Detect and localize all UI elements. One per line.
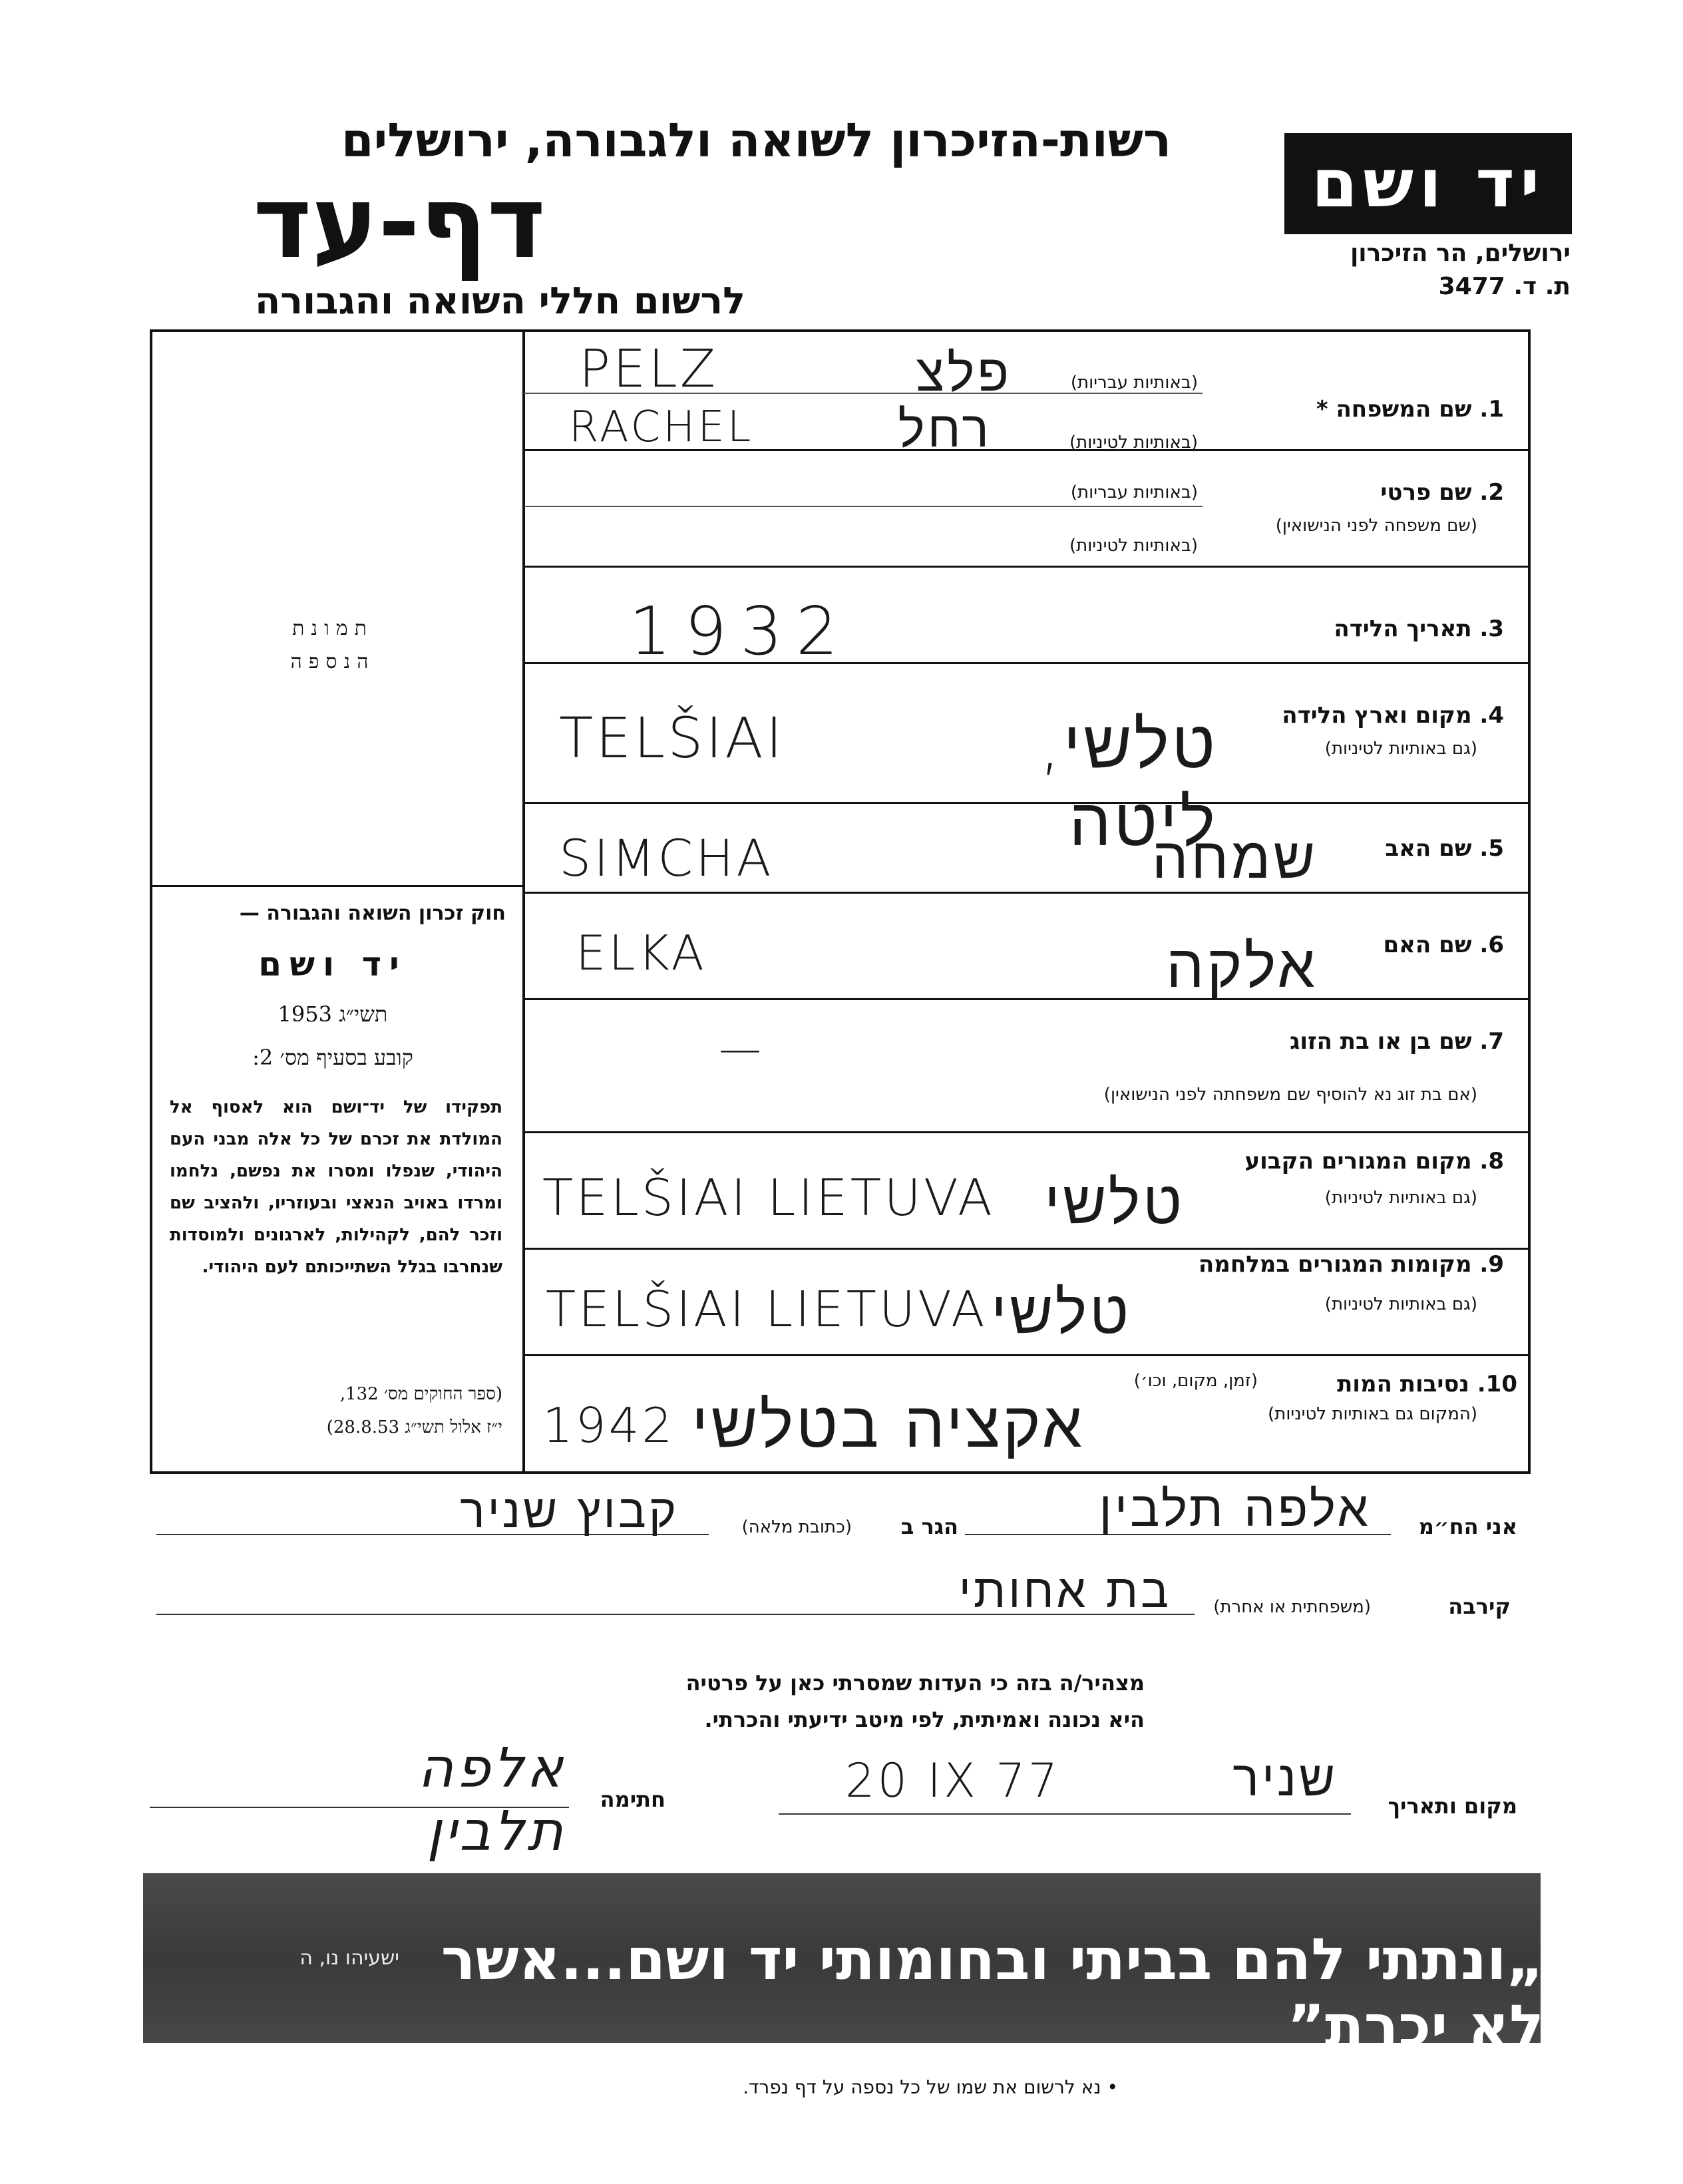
law-year: תשי״ג 1953 <box>278 1001 388 1027</box>
death-circumstances-value[interactable]: אקציה בטלשי <box>691 1387 1085 1462</box>
relation-label: קירבה <box>1448 1594 1511 1619</box>
field-2-sub: (שם משפחה לפני הנישואין) <box>1275 516 1477 536</box>
place-value[interactable]: שניר <box>1232 1750 1338 1807</box>
mother-name-hebrew-value[interactable]: אלקה <box>1166 932 1318 1001</box>
law-reference-1: (ספר החוקים מס׳ 132, <box>339 1384 502 1404</box>
signature-label: חתימה <box>600 1787 665 1812</box>
field-4-label: 4. מקום וארץ הלידה <box>1282 702 1504 729</box>
birthplace-latin-value[interactable]: TELŠIAI <box>559 705 785 771</box>
banner-quote: „ונתתי להם בביתי ובחומותי יד ושם...אשר לא יכרת” <box>441 1926 1544 2060</box>
field-2-label: 2. שם פרטי <box>1380 479 1504 506</box>
field-9-sub: (גם באותיות לטיניות) <box>1324 1294 1477 1314</box>
field-8-label: 8. מקום המגורים הקבוע <box>1244 1148 1504 1175</box>
address-line-2: ת. ד. 3477 <box>1438 273 1571 300</box>
yad-vashem-logo <box>1284 133 1572 234</box>
residence-hebrew-value[interactable]: טלשי <box>1044 1168 1185 1238</box>
field-1-latin-value[interactable]: PELZ <box>579 339 719 399</box>
authority-title: רשות-הזיכרון לשואה ולגבורה, ירושלים <box>341 113 1171 168</box>
row-divider <box>524 566 1531 568</box>
field-3-label: 3. תאריך הלידה <box>1334 616 1504 642</box>
photo-line-2: הנספה <box>290 650 375 673</box>
witness-label: אני הח״מ <box>1418 1514 1517 1539</box>
given-name-latin-value[interactable]: RACHEL <box>569 403 754 452</box>
field-2-latin-hint: (באותיות לטיניות) <box>1069 536 1198 556</box>
photo-line-1: תמונת <box>292 617 373 640</box>
field-10-label-hint: (זמן, מקום, וכו׳) <box>1133 1371 1258 1391</box>
field-6-label: 6. שם האם <box>1383 932 1504 958</box>
row-divider <box>524 892 1531 894</box>
death-year-value[interactable]: 1942 <box>542 1397 675 1453</box>
relation-hint: (משפחתית או אחרת) <box>1213 1597 1371 1617</box>
field-7-label: 7. שם בן או בת הזוג <box>1290 1028 1504 1055</box>
law-name: יד ושם <box>258 945 407 984</box>
sub-divider <box>524 506 1203 507</box>
birthplace-hebrew-value[interactable]: טלשי, ליטה <box>1039 705 1218 861</box>
field-1-hebrew-hint: (באותיות עבריות) <box>1070 373 1198 393</box>
relation-value[interactable]: בת אחותי <box>958 1564 1171 1618</box>
field-9-label: 9. מקומות המגורים במלחמה <box>1198 1251 1504 1278</box>
address-value[interactable]: קבוץ שניר <box>460 1484 679 1539</box>
date-value[interactable]: 20 IX 77 <box>845 1753 1061 1808</box>
address-hint: (כתובת מלאה) <box>741 1517 852 1537</box>
father-name-hebrew-value[interactable]: שמחה <box>1152 825 1318 892</box>
left-column-divider <box>150 885 524 887</box>
witness-name-value[interactable]: אלפה תלבין <box>1099 1481 1371 1538</box>
residence-latin-value[interactable]: TELŠIAI LIETUVA <box>542 1168 995 1227</box>
row-divider <box>524 1131 1531 1133</box>
field-4-sub: (גם באותיות לטיניות) <box>1324 739 1477 759</box>
declaration-line-1: מצהיר/ה בזה כי העדות שמסרתי כאן על פרטיה <box>685 1670 1145 1696</box>
field-1-hebrew-value[interactable]: פלצ <box>916 343 1012 403</box>
place-date-label: מקום ותאריך <box>1388 1793 1517 1819</box>
signature-value[interactable]: אלפה תלבין <box>417 1737 566 1863</box>
father-name-latin-value[interactable]: SIMCHA <box>559 828 774 888</box>
law-reference-2: י״ז אלול תשי״ג 28.8.53) <box>326 1417 502 1437</box>
field-8-sub: (גם באותיות לטיניות) <box>1324 1188 1477 1208</box>
logo-text: יד ושם <box>1311 144 1545 222</box>
column-divider <box>522 329 525 1474</box>
form-subtitle: לרשום חללי השואה והגבורה <box>254 279 745 323</box>
row-divider <box>524 1354 1531 1356</box>
field-7-sub: (אם בת זוג נא להוסיף שם משפחתה לפני הנישואין) <box>1103 1085 1477 1105</box>
law-section: קובע בסעיף מס׳ 2: <box>252 1045 413 1070</box>
address-line-1: ירושלים, הר הזיכרון <box>1350 240 1571 267</box>
place-date-line <box>779 1813 1351 1815</box>
wartime-residence-latin-value[interactable]: TELŠIAI LIETUVA <box>546 1281 988 1338</box>
law-body-text: תפקידו של יד־ושם הוא לאסוף אל המולדת את זכרם של כל אלה מבני העם היהודי, שנפלו ומסרו את נפשם, נלחמו ומרדו באויב הנאצי ובעוזריו, ולהציב שם וזכר להם, לקהילות, לארגונים ולמוסדות שנחרבו בגלל השתייכותם לעם היהודי. <box>170 1097 502 1277</box>
form-title: דף-עד <box>253 165 546 281</box>
field-1-label: 1. שם המשפחה * <box>1316 396 1504 423</box>
row-divider <box>524 1248 1531 1250</box>
footnote: • נא לרשום את שמו של כל נספה על דף נפרד. <box>743 2076 1118 2098</box>
mother-name-latin-value[interactable]: ELKA <box>576 925 707 981</box>
row-divider <box>524 998 1531 1000</box>
spouse-name-value[interactable]: — <box>719 1025 764 1074</box>
field-10-sub: (המקום גם באותיות לטיניות) <box>1268 1404 1477 1424</box>
field-5-label: 5. שם האב <box>1385 835 1504 862</box>
residing-label: הגר ב <box>900 1514 958 1539</box>
photo-placeholder[interactable] <box>266 612 399 679</box>
birth-date-value[interactable]: 1932 <box>629 592 852 670</box>
field-2-hebrew-hint: (באותיות עבריות) <box>1070 482 1198 502</box>
field-1-latin-hint: (באותיות לטיניות) <box>1069 433 1198 453</box>
declaration-line-2: היא נכונה ואמיתית, לפי מיטב ידיעתי והכרתי. <box>704 1707 1145 1732</box>
law-title: חוק זכרון השואה והגבורה — <box>239 902 506 925</box>
banner-reference: ישעיהו נו, ה <box>299 1946 399 1970</box>
field-10-label: 10. נסיבות המות <box>1337 1371 1517 1397</box>
given-name-hebrew-value[interactable]: רחל <box>898 399 992 458</box>
wartime-residence-hebrew-value[interactable]: טלשי <box>991 1278 1131 1348</box>
